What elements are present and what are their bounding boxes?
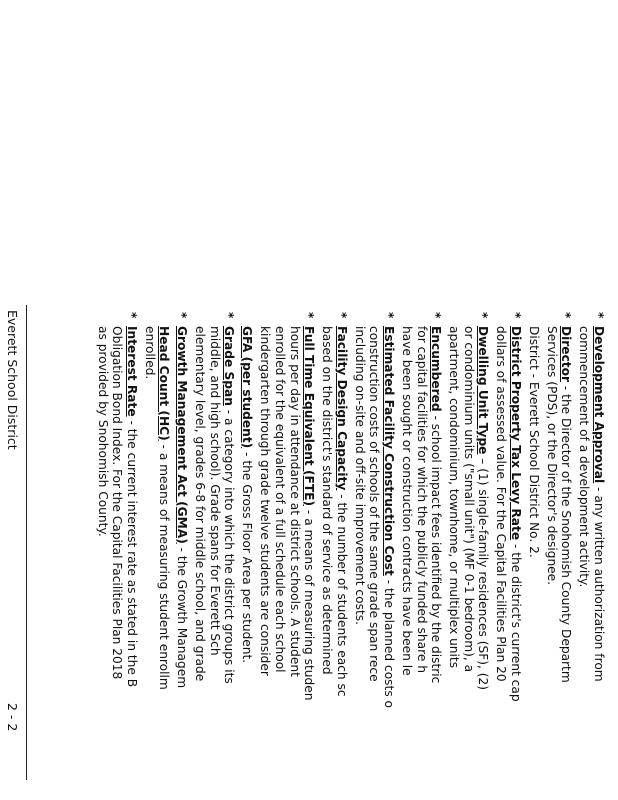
definition-text: District - Everett School District No. 2. — [526, 326, 541, 558]
definition-continuation: elementary level, grades 6-8 for middle school, and grade — [193, 326, 208, 682]
definition-term: GFA (per student) — [240, 326, 255, 449]
definition-entry — [95, 312, 139, 798]
definition-entry — [544, 312, 573, 798]
definition-line — [591, 326, 606, 798]
bullet-marker: * — [508, 312, 523, 319]
definition-text: - a category into which the district groups its — [222, 405, 237, 684]
definition-continuation: kindergarten through grade twelve students are consider — [258, 326, 273, 676]
definition-term: Facility Design Capacity — [334, 326, 349, 491]
definition-line — [526, 326, 541, 798]
definition-continuation: commencement of a development activity. — [577, 326, 592, 588]
definition-entry — [193, 312, 237, 798]
definition-term: Full Time Equivalent (FTE) — [302, 326, 317, 507]
definition-text: - a means of measuring studen — [302, 506, 317, 701]
definition-term: Growth Management Act (GMA) — [175, 326, 190, 544]
definition-term: Grade Span — [222, 326, 237, 406]
footer-divider — [26, 305, 27, 780]
definition-line — [175, 326, 190, 798]
bullet-marker: * — [429, 312, 444, 319]
definition-term: Development Approval — [592, 326, 606, 484]
definition-entry — [258, 312, 316, 798]
definition-line — [559, 326, 574, 798]
definition-continuation: dollars of assessed value. For the Capital Facilities Plan 20 — [494, 326, 509, 682]
bullet-marker: * — [381, 312, 396, 319]
definition-line — [157, 326, 172, 798]
definition-continuation: including on-site and off-site improvement costs. — [352, 326, 367, 625]
definition-entry — [320, 312, 349, 798]
definition-text: - the number of students each sc — [334, 490, 349, 697]
definition-text: - any written authorization from — [592, 483, 606, 682]
definition-term: Dwelling Unit Type — [476, 326, 491, 455]
definition-line — [240, 326, 255, 798]
definition-text: - school impact fees identified by the distric — [429, 411, 444, 684]
definition-term: District Property Tax Levy Rate — [508, 326, 523, 541]
definition-line — [476, 326, 491, 798]
definition-continuation: based on the district's standard of service as determined — [320, 326, 335, 675]
definition-continuation: middle, and high school). Grade spans for Everett Sch — [207, 326, 222, 656]
bullet-marker: * — [476, 312, 491, 319]
definition-entry — [399, 312, 443, 798]
definition-line — [429, 326, 444, 798]
definition-entry — [240, 312, 255, 798]
definition-text: – (1) single-family residences (SF), (2) — [476, 454, 491, 691]
footer-district-name: Everett School District — [5, 310, 20, 450]
bullet-marker: * — [559, 312, 574, 319]
definition-entry — [526, 312, 541, 798]
definition-entry — [494, 312, 523, 798]
definition-entry — [142, 312, 171, 798]
definition-text: - the Growth Managem — [175, 543, 190, 689]
definition-line — [222, 326, 237, 798]
definition-text: - the current interest rate as stated in the B — [124, 416, 139, 688]
definition-continuation: Obligation Bond Index. For the Capital Facilities Plan 2018 — [110, 326, 125, 680]
definition-text: - the Director of the Snohomish County Departm — [559, 382, 574, 683]
definition-continuation: enrolled. — [142, 326, 157, 380]
definition-text: - a means of measuring student enrollm — [157, 440, 172, 690]
definition-text: - the planned costs o — [381, 575, 396, 708]
definition-continuation: or condominium units ("small unit") (MF 0-1 bedroom), a — [461, 326, 476, 673]
bullet-marker: * — [334, 312, 349, 319]
definition-term: Head Count (HC) — [157, 326, 172, 441]
bullet-marker: * — [222, 312, 237, 319]
bullet-marker: * — [124, 312, 139, 319]
definition-continuation: hours per day in attendance at district schools. A student — [287, 326, 302, 677]
definition-term: Estimated Facility Construction Cost — [381, 326, 396, 576]
bullet-marker: * — [302, 312, 317, 319]
definition-continuation: as provided by Snohomish County. — [95, 326, 110, 537]
definition-continuation: for capital facilities for which the publicly funded share h — [414, 326, 429, 673]
definition-continuation: construction costs of schools of the same grade span rece — [367, 326, 382, 682]
definition-line — [302, 326, 317, 798]
definition-line — [124, 326, 139, 798]
definition-line — [508, 326, 523, 798]
definition-entry — [175, 312, 190, 798]
bullet-marker: * — [175, 312, 190, 319]
definition-entry — [577, 312, 606, 798]
bullet-marker: * — [592, 312, 606, 319]
definition-continuation: apartment, condominium, townhome, or multiplex units — [447, 326, 462, 669]
definition-entry — [447, 312, 491, 798]
definition-term: Director — [559, 326, 574, 383]
definition-continuation: enrolled for the equivalent of a full schedule each school — [273, 326, 287, 673]
definition-line — [334, 326, 349, 798]
definition-line — [381, 326, 396, 798]
definition-entry — [352, 312, 396, 798]
definition-text: - the district's current cap — [508, 540, 523, 702]
definition-continuation: Services (PDS), or the Director's designee. — [544, 326, 559, 586]
definitions-list — [92, 312, 606, 798]
footer-page-number: 2 - 2 — [5, 703, 20, 732]
definition-term: Interest Rate — [124, 326, 139, 417]
definition-continuation: have been sought or construction contracts have been le — [399, 326, 414, 676]
definition-text: - the Gross Floor Area per student. — [240, 448, 255, 664]
definition-term: Encumbered — [429, 326, 444, 412]
